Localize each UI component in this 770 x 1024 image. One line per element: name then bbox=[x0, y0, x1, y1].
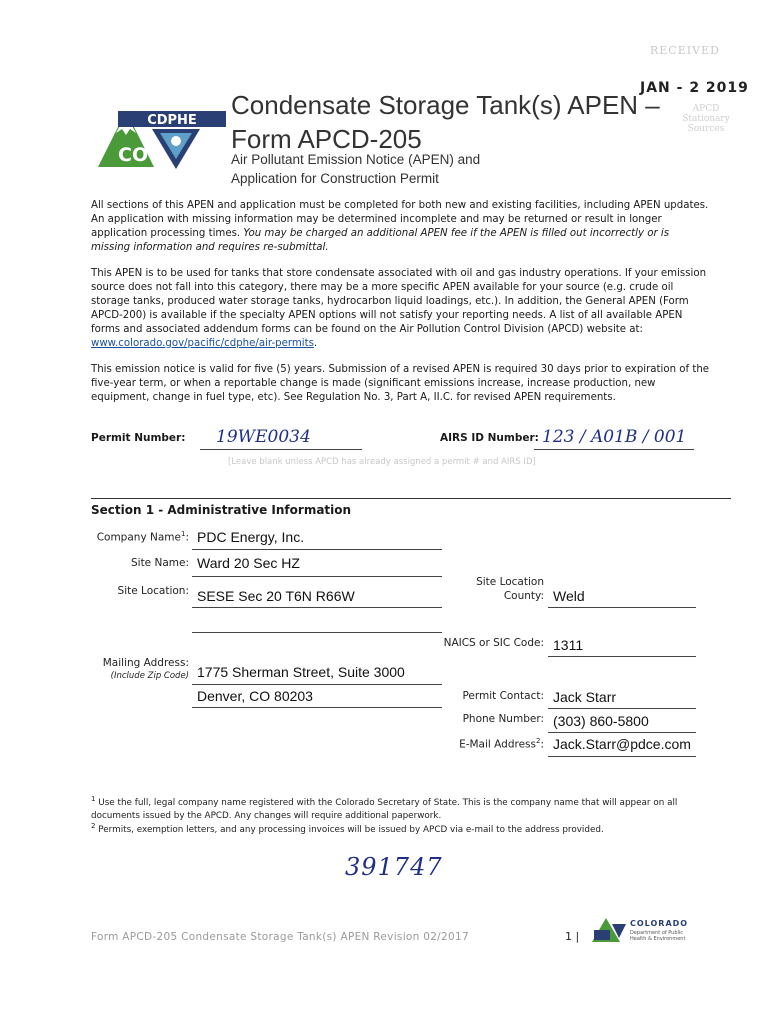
phone-number-label: Phone Number: bbox=[462, 713, 544, 725]
intro-paragraph-2: This APEN is to be used for tanks that store condensate associated with oil and gas industry operations. If your emission source does not fall into this category, there may be a more specific APEN available for your source (e.g. crude oil storage tanks, produced water storage tanks, hydrocarbon liquid loadings, etc.). In addition, the General APEN (Form APCD-200) is available if the specialty APEN options will not satisfy your reporting needs. A list of all available APEN forms and associated addendum forms can be found on the Air Pollution Control Division (APCD) website at: www.colorado.gov/pacific/cdphe/air-permits. bbox=[91, 268, 707, 349]
naics-value[interactable]: 1311 bbox=[553, 637, 584, 653]
airs-id-label: AIRS ID Number: bbox=[440, 432, 539, 444]
section-1-title: Section 1 - Administrative Information bbox=[91, 503, 352, 517]
company-name-line bbox=[192, 549, 442, 550]
received-date-stamp: JAN - 2 2019 bbox=[640, 80, 749, 96]
cdphe-logo bbox=[96, 103, 226, 171]
form-subtitle-line1: Air Pollutant Emission Notice (APEN) and bbox=[231, 152, 481, 167]
page-number: 1 | bbox=[565, 930, 580, 943]
permit-number-value: 19WE0034 bbox=[216, 427, 311, 447]
footer-form-text: Form APCD-205 Condensate Storage Tank(s) APEN Revision 02/2017 bbox=[91, 931, 469, 943]
email-address-line bbox=[548, 756, 696, 757]
mailing-address-line2[interactable]: Denver, CO 80203 bbox=[197, 688, 313, 704]
footnote-1: $^1$ Use the full, legal company name registered with the Colorado Secretary of State. This is the company name that will appear on all documents issued by the APCD. Any changes will require additional paperwork. bbox=[91, 795, 678, 821]
site-name-line bbox=[192, 576, 442, 577]
form-title-line1: Condensate Storage Tank(s) APEN – bbox=[231, 90, 660, 120]
site-name-value[interactable]: Ward 20 Sec HZ bbox=[197, 555, 300, 571]
handwritten-tracking-number: 391747 bbox=[345, 853, 443, 881]
footnote-2: $^2$ Permits, exemption letters, and any processing invoices will be issued by APCD via e-mail to the address provided. bbox=[91, 822, 604, 835]
mailing-address-sublabel: (Include Zip Code) bbox=[110, 671, 189, 681]
permit-contact-line bbox=[548, 708, 696, 709]
air-permits-link[interactable]: www.colorado.gov/pacific/cdphe/air-permits bbox=[91, 338, 314, 349]
county-line bbox=[548, 607, 696, 608]
mailing-address-line1[interactable]: 1775 Sherman Street, Suite 3000 bbox=[197, 664, 405, 680]
permit-number-field[interactable] bbox=[200, 427, 362, 450]
permit-contact-label: Permit Contact: bbox=[462, 690, 544, 702]
logo-agency-text: CDPHE bbox=[147, 113, 197, 128]
section-1-rule bbox=[91, 498, 731, 499]
county-value[interactable]: Weld bbox=[553, 588, 585, 604]
form-title bbox=[231, 88, 671, 156]
form-subtitle bbox=[231, 150, 631, 188]
site-location-line-2 bbox=[192, 632, 442, 633]
airs-id-value: 123 / A01B / 001 bbox=[542, 427, 687, 447]
airs-id-field[interactable] bbox=[534, 427, 694, 450]
footer-logo-name: COLORADO bbox=[630, 919, 689, 928]
site-name-label: Site Name: bbox=[130, 557, 189, 569]
naics-line bbox=[548, 656, 696, 657]
intro-paragraph-3: This emission notice is valid for five (5) years. Submission of a revised APEN is required 30 days prior to expiration of the five-year term, or when a reportable change is made (significant emissions increase, increase production, new equipment, change in fuel type, etc). See Regulation No. 3, Part A, II.C. for revised APEN requirements. bbox=[91, 364, 710, 403]
footer-logo-sub2: Health & Environment bbox=[630, 936, 686, 942]
site-location-label: Site Location: bbox=[117, 585, 189, 597]
permit-contact-value[interactable]: Jack Starr bbox=[553, 689, 617, 705]
company-name-label: Company Name$^1$: bbox=[96, 530, 189, 544]
company-name-value[interactable]: PDC Energy, Inc. bbox=[197, 529, 305, 545]
fee-warning: You may be charged an additional APEN fee if the APEN is filled out incorrectly or is missing information and requires re-submittal. bbox=[91, 228, 670, 253]
naics-label: NAICS or SIC Code: bbox=[443, 637, 544, 649]
form-title-line2: Form APCD-205 bbox=[231, 124, 422, 154]
ids-note: [Leave blank unless APCD has already assigned a permit # and AIRS ID] bbox=[228, 457, 536, 467]
mailing-line-2 bbox=[192, 707, 442, 708]
footer-logo-sub1: Department of Public bbox=[630, 930, 684, 936]
phone-number-value[interactable]: (303) 860-5800 bbox=[553, 713, 649, 729]
phone-number-line bbox=[548, 732, 696, 733]
email-address-value[interactable]: Jack.Starr@pdce.com bbox=[553, 736, 691, 752]
logo-state-text: CO bbox=[118, 144, 149, 166]
intro-paragraph-1: All sections of this APEN and application must be completed for both new and existing facilities, including APEN updates. An application with missing information may be determined incomplete and may be returned or result in longer application processing times. You may be charged an additional APEN fee if the APEN is filled out incorrectly or is missing information and requires re-submittal. bbox=[91, 200, 709, 253]
form-subtitle-line2: Application for Construction Permit bbox=[231, 171, 439, 186]
apcd-stamp: APCD Stationary Sources bbox=[682, 104, 730, 134]
mailing-line-1 bbox=[192, 684, 442, 685]
email-address-label: E-Mail Address$^2$: bbox=[459, 737, 544, 751]
site-location-value[interactable]: SESE Sec 20 T6N R66W bbox=[197, 588, 355, 604]
county-label: Site Location County: bbox=[476, 576, 544, 602]
received-stamp: RECEIVED bbox=[650, 44, 720, 57]
site-location-line bbox=[192, 607, 442, 608]
colorado-cdphe-footer-logo bbox=[590, 914, 700, 946]
mailing-address-label: Mailing Address: bbox=[102, 657, 189, 669]
permit-number-label: Permit Number: bbox=[91, 432, 186, 444]
